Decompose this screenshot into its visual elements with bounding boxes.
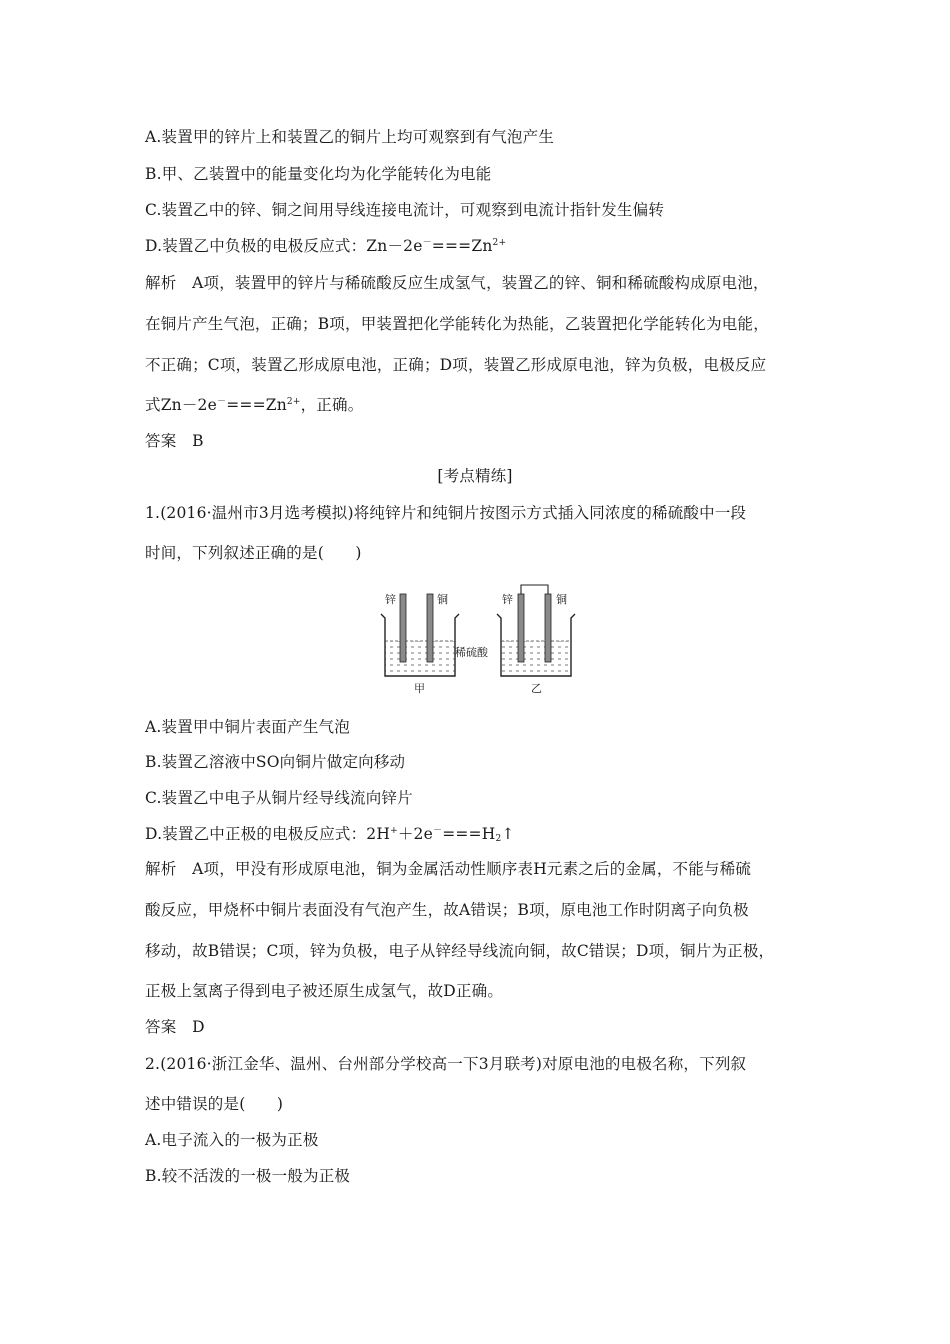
q0-analysis-text: 式Zn－2e bbox=[145, 396, 217, 414]
q0-option-d bbox=[145, 235, 825, 257]
q0-analysis-line: 在铜片产生气泡，正确；B项，甲装置把化学能转化为热能，乙装置把化学能转化为电能， bbox=[145, 315, 769, 333]
acid-solution bbox=[385, 641, 455, 675]
beaker-label-yi: 乙 bbox=[531, 682, 542, 695]
q2-option-a: A.电子流入的一极为正极 bbox=[145, 1131, 319, 1149]
copper-plate bbox=[427, 594, 433, 662]
q1-option-d bbox=[145, 823, 825, 845]
acid-solution bbox=[501, 641, 571, 675]
q0-answer: 答案 B bbox=[145, 432, 204, 450]
q1-analysis-line: 正极上氢离子得到电子被还原生成氢气，故D正确。 bbox=[145, 982, 504, 1000]
connecting-wire bbox=[521, 585, 548, 594]
beakers-diagram bbox=[375, 584, 585, 696]
q1-option-d-text: ＋2e bbox=[397, 825, 433, 843]
copper-plate bbox=[545, 594, 551, 662]
q1-option-d-text: D.装置乙中正极的电极反应式：2H bbox=[145, 825, 391, 843]
section-title: [考点精练] bbox=[437, 467, 513, 485]
zinc-plate bbox=[518, 594, 524, 662]
acid-label: 稀硫酸 bbox=[455, 646, 488, 659]
q0-analysis-line: 解析 A项，装置甲的锌片与稀硫酸反应生成氢气，装置乙的锌、铜和稀硫酸构成原电池， bbox=[145, 274, 769, 292]
q1-analysis-line: 解析 A项，甲没有形成原电池，铜为金属活动性顺序表H元素之后的金属，不能与稀硫 bbox=[145, 860, 752, 878]
q2-stem-line: 述中错误的是( ) bbox=[145, 1095, 284, 1113]
q1-stem-line: 1.(2016·温州市3月选考模拟)将纯锌片和纯铜片按图示方式插入同浓度的稀硫酸中一段 bbox=[145, 504, 747, 522]
q0-option-b: B.甲、乙装置中的能量变化均为化学能转化为电能 bbox=[145, 165, 492, 183]
galvanic-cell-figure bbox=[375, 584, 585, 696]
superscript: － bbox=[217, 397, 227, 407]
superscript: + bbox=[390, 826, 398, 836]
q1-analysis-line: 移动，故B错误；C项，锌为负极，电子从锌经导线流向铜，故C错误；D项，铜片为正极， bbox=[145, 942, 775, 960]
beaker-label-jia: 甲 bbox=[414, 682, 425, 695]
beaker-yi bbox=[497, 585, 575, 695]
q0-option-a: A.装置甲的锌片上和装置乙的铜片上均可观察到有气泡产生 bbox=[145, 128, 555, 146]
superscript: － bbox=[432, 826, 443, 836]
q0-option-d-text: D.装置乙中负极的电极反应式：Zn－2e bbox=[145, 237, 423, 255]
q0-analysis-text: ，正确。 bbox=[300, 396, 364, 414]
q1-option-d-text: ↑ bbox=[501, 825, 515, 843]
q1-answer: 答案 D bbox=[145, 1018, 205, 1036]
zinc-label: 锌 bbox=[385, 593, 396, 606]
q1-option-b: B.装置乙溶液中SO向铜片做定向移动 bbox=[145, 753, 406, 771]
q0-analysis-line: 不正确；C项，装置乙形成原电池，正确；D项，装置乙形成原电池，锌为负极，电极反应 bbox=[145, 356, 767, 374]
q2-stem-line: 2.(2016·浙江金华、温州、台州部分学校高一下3月联考)对原电池的电极名称，下列叙 bbox=[145, 1055, 747, 1073]
zinc-plate bbox=[400, 594, 406, 662]
q1-option-a: A.装置甲中铜片表面产生气泡 bbox=[145, 718, 350, 736]
q0-analysis-line bbox=[145, 394, 825, 416]
superscript: 2+ bbox=[492, 238, 507, 248]
q1-option-d-text: ===H bbox=[442, 825, 496, 843]
copper-label: 铜 bbox=[556, 593, 567, 606]
q0-analysis-text: ===Zn bbox=[226, 396, 287, 414]
zinc-label: 锌 bbox=[502, 593, 513, 606]
subscript: 2 bbox=[495, 834, 502, 844]
q1-stem-line: 时间，下列叙述正确的是( ) bbox=[145, 544, 362, 562]
q0-option-c: C.装置乙中的锌、铜之间用导线连接电流计，可观察到电流计指针发生偏转 bbox=[145, 201, 665, 219]
beaker-jia bbox=[381, 592, 459, 695]
superscript: 2+ bbox=[286, 397, 301, 407]
copper-label: 铜 bbox=[437, 593, 448, 606]
q2-option-b: B.较不活泼的一极一般为正极 bbox=[145, 1167, 351, 1185]
q1-analysis-line: 酸反应，甲烧杯中铜片表面没有气泡产生，故A错误；B项，原电池工作时阴离子向负极 bbox=[145, 901, 749, 919]
q0-option-d-text: ===Zn bbox=[431, 237, 493, 255]
q1-option-c: C.装置乙中电子从铜片经导线流向锌片 bbox=[145, 789, 413, 807]
superscript: － bbox=[422, 238, 432, 248]
